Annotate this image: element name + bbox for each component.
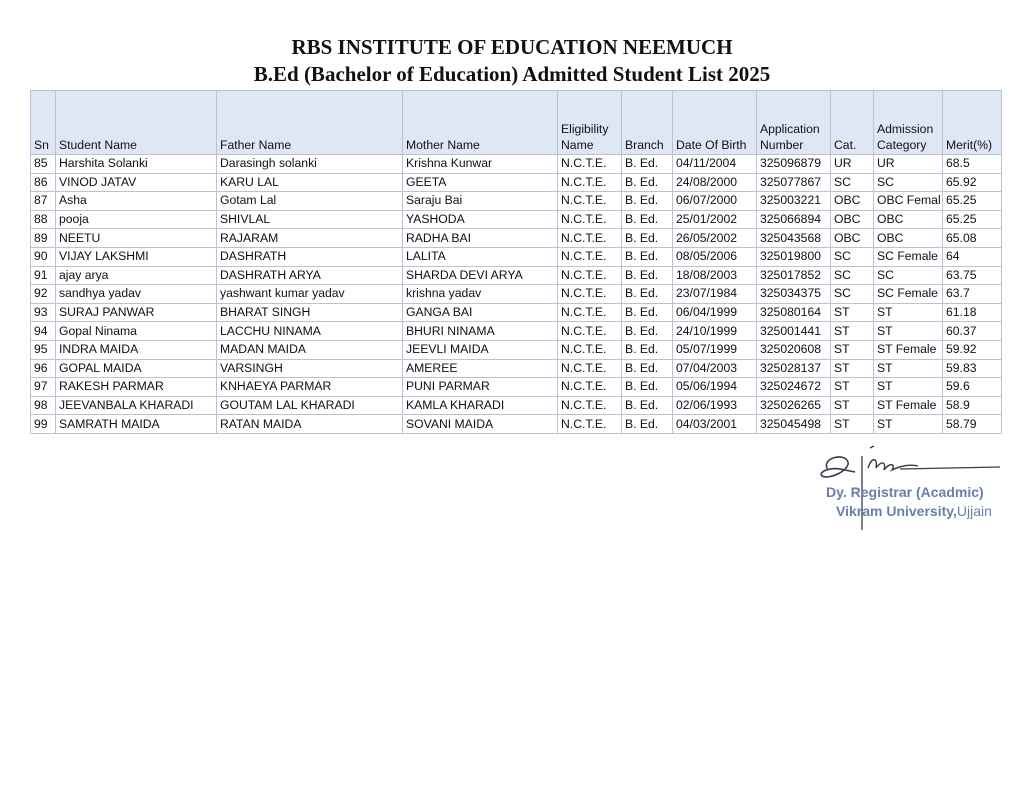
table-cell: 96 [31,359,56,378]
table-cell: B. Ed. [622,378,673,397]
university-city: Ujjain [956,503,992,519]
table-cell: B. Ed. [622,229,673,248]
table-cell: 65.25 [943,192,1002,211]
table-cell: 325024672 [757,378,831,397]
table-cell: VIJAY LAKSHMI [56,247,217,266]
table-cell: UR [874,155,943,174]
table-cell: GEETA [403,173,558,192]
table-cell: 04/11/2004 [673,155,757,174]
table-cell: LACCHU NINAMA [217,322,403,341]
table-cell: sandhya yadav [56,285,217,304]
column-header: Cat. [831,91,874,155]
table-cell: RATAN MAIDA [217,415,403,434]
table-cell: ST [874,303,943,322]
table-row [31,359,1002,378]
column-header: Date Of Birth [673,91,757,155]
table-cell: 06/04/1999 [673,303,757,322]
table-cell: DASHRATH ARYA [217,266,403,285]
table-cell: 18/08/2003 [673,266,757,285]
table-cell: ST [874,359,943,378]
table-cell: N.C.T.E. [558,229,622,248]
table-cell: 90 [31,247,56,266]
table-cell: ST [831,340,874,359]
table-cell: SOVANI MAIDA [403,415,558,434]
table-row [31,229,1002,248]
table-cell: N.C.T.E. [558,378,622,397]
table-cell: N.C.T.E. [558,415,622,434]
table-cell: ST [831,359,874,378]
table-cell: 06/07/2000 [673,192,757,211]
table-cell: N.C.T.E. [558,192,622,211]
table-cell: MADAN MAIDA [217,340,403,359]
table-cell: 23/07/1984 [673,285,757,304]
table-cell: INDRA MAIDA [56,340,217,359]
column-header: Sn [31,91,56,155]
table-cell: 24/10/1999 [673,322,757,341]
table-cell: 63.7 [943,285,1002,304]
table-cell: N.C.T.E. [558,210,622,229]
table-cell: SHIVLAL [217,210,403,229]
table-cell: UR [831,155,874,174]
table-cell: NEETU [56,229,217,248]
table-cell: OBC [874,229,943,248]
list-subtitle: B.Ed (Bachelor of Education) Admitted Student List 2025 [253,62,771,86]
column-header: Admission Category [874,91,943,155]
column-header: Application Number [757,91,831,155]
table-cell: 93 [31,303,56,322]
table-row [31,247,1002,266]
table-cell: OBC Femal [874,192,943,211]
table-cell: B. Ed. [622,155,673,174]
table-cell: ST [874,322,943,341]
table-cell: N.C.T.E. [558,303,622,322]
table-cell: ST [874,378,943,397]
table-cell: 63.75 [943,266,1002,285]
table-cell: N.C.T.E. [558,155,622,174]
table-cell: AMEREE [403,359,558,378]
table-cell: SC Female [874,285,943,304]
table-row [31,415,1002,434]
table-cell: 25/01/2002 [673,210,757,229]
table-cell: 58.9 [943,396,1002,415]
table-cell: N.C.T.E. [558,247,622,266]
table-cell: 325020608 [757,340,831,359]
table-cell: 325066894 [757,210,831,229]
table-cell: pooja [56,210,217,229]
table-cell: 59.6 [943,378,1002,397]
table-cell: 92 [31,285,56,304]
table-cell: 325017852 [757,266,831,285]
column-header: Student Name [56,91,217,155]
table-cell: VARSINGH [217,359,403,378]
table-cell: 65.92 [943,173,1002,192]
column-header: Eligibility Name [558,91,622,155]
table-cell: B. Ed. [622,247,673,266]
table-cell: ST [874,415,943,434]
table-cell: JEEVLI MAIDA [403,340,558,359]
table-cell: 85 [31,155,56,174]
table-cell: RAKESH PARMAR [56,378,217,397]
table-cell: 325096879 [757,155,831,174]
table-cell: 61.18 [943,303,1002,322]
table-cell: GOUTAM LAL KHARADI [217,396,403,415]
table-row [31,285,1002,304]
table-cell: 05/06/1994 [673,378,757,397]
table-cell: 89 [31,229,56,248]
university-name [836,503,992,519]
table-cell: B. Ed. [622,322,673,341]
table-cell: JEEVANBALA KHARADI [56,396,217,415]
table-cell: 26/05/2002 [673,229,757,248]
table-cell: 07/04/2003 [673,359,757,378]
table-row [31,155,1002,174]
table-row [31,340,1002,359]
table-cell: ST Female [874,396,943,415]
table-row [31,192,1002,211]
table-cell: 05/07/1999 [673,340,757,359]
table-cell: 325026265 [757,396,831,415]
table-cell: N.C.T.E. [558,359,622,378]
table-cell: 98 [31,396,56,415]
table-cell: SHARDA DEVI ARYA [403,266,558,285]
table-cell: B. Ed. [622,266,673,285]
table-cell: N.C.T.E. [558,266,622,285]
table-cell: 65.08 [943,229,1002,248]
table-cell: B. Ed. [622,303,673,322]
table-cell: N.C.T.E. [558,322,622,341]
registrar-designation: Dy. Registrar (Acadmic) [826,484,984,500]
table-cell: 08/05/2006 [673,247,757,266]
table-cell: OBC [831,210,874,229]
university-name-bold: Vikram University, [836,503,957,519]
table-cell: SC [874,266,943,285]
table-cell: 91 [31,266,56,285]
table-cell: 95 [31,340,56,359]
table-cell: KNHAEYA PARMAR [217,378,403,397]
table-cell: 325045498 [757,415,831,434]
table-cell: OBC [831,229,874,248]
table-cell: 325003221 [757,192,831,211]
table-header-row [31,91,1002,155]
table-cell: ST [831,378,874,397]
column-header: Merit(%) [943,91,1002,155]
table-cell: B. Ed. [622,210,673,229]
table-cell: B. Ed. [622,285,673,304]
table-cell: 58.79 [943,415,1002,434]
table-cell: B. Ed. [622,396,673,415]
table-cell: OBC [874,210,943,229]
table-cell: 24/08/2000 [673,173,757,192]
table-cell: YASHODA [403,210,558,229]
table-cell: 94 [31,322,56,341]
table-cell: GOPAL MAIDA [56,359,217,378]
table-cell: ST [831,415,874,434]
table-cell: GANGA BAI [403,303,558,322]
table-row [31,378,1002,397]
column-header: Mother Name [403,91,558,155]
table-cell: N.C.T.E. [558,396,622,415]
table-cell: 59.83 [943,359,1002,378]
table-cell: Darasingh solanki [217,155,403,174]
table-cell: B. Ed. [622,192,673,211]
table-row [31,210,1002,229]
table-cell: BHARAT SINGH [217,303,403,322]
table-cell: OBC [831,192,874,211]
table-cell: 325001441 [757,322,831,341]
table-cell: 02/06/1993 [673,396,757,415]
column-header: Father Name [217,91,403,155]
table-cell: SURAJ PANWAR [56,303,217,322]
table-cell: 68.5 [943,155,1002,174]
table-cell: ST [831,303,874,322]
table-cell: 325019800 [757,247,831,266]
table-cell: ajay arya [56,266,217,285]
table-cell: ST Female [874,340,943,359]
table-row [31,396,1002,415]
table-cell: DASHRATH [217,247,403,266]
table-cell: 86 [31,173,56,192]
table-cell: 64 [943,247,1002,266]
table-cell: 99 [31,415,56,434]
table-cell: 325028137 [757,359,831,378]
table-cell: 04/03/2001 [673,415,757,434]
table-cell: N.C.T.E. [558,285,622,304]
table-cell: SC [831,285,874,304]
table-cell: 87 [31,192,56,211]
table-cell: Gopal Ninama [56,322,217,341]
table-cell: SC [874,173,943,192]
table-cell: SAMRATH MAIDA [56,415,217,434]
table-cell: 65.25 [943,210,1002,229]
table-cell: Krishna Kunwar [403,155,558,174]
table-cell: krishna yadav [403,285,558,304]
table-cell: ST [831,322,874,341]
table-cell: RAJARAM [217,229,403,248]
table-cell: yashwant kumar yadav [217,285,403,304]
table-cell: Saraju Bai [403,192,558,211]
table-cell: 97 [31,378,56,397]
table-row [31,322,1002,341]
student-table [30,90,1002,434]
table-cell: VINOD JATAV [56,173,217,192]
table-cell: B. Ed. [622,340,673,359]
table-cell: 325034375 [757,285,831,304]
table-cell: ST [831,396,874,415]
table-cell: PUNI PARMAR [403,378,558,397]
table-cell: SC Female [874,247,943,266]
table-cell: 325077867 [757,173,831,192]
institute-title: RBS INSTITUTE OF EDUCATION NEEMUCH [291,35,733,59]
table-cell: Gotam Lal [217,192,403,211]
table-cell: BHURI NINAMA [403,322,558,341]
table-cell: N.C.T.E. [558,173,622,192]
table-row [31,266,1002,285]
table-cell: 325043568 [757,229,831,248]
table-cell: 325080164 [757,303,831,322]
table-cell: 60.37 [943,322,1002,341]
table-cell: N.C.T.E. [558,340,622,359]
table-cell: Asha [56,192,217,211]
table-cell: LALITA [403,247,558,266]
table-cell: Harshita Solanki [56,155,217,174]
table-cell: KAMLA KHARADI [403,396,558,415]
table-row [31,303,1002,322]
table-cell: SC [831,266,874,285]
table-cell: B. Ed. [622,415,673,434]
table-cell: RADHA BAI [403,229,558,248]
table-cell: SC [831,173,874,192]
table-cell: 59.92 [943,340,1002,359]
table-cell: KARU LAL [217,173,403,192]
table-cell: 88 [31,210,56,229]
table-cell: SC [831,247,874,266]
table-cell: B. Ed. [622,173,673,192]
column-header: Branch [622,91,673,155]
table-cell: B. Ed. [622,359,673,378]
table-row [31,173,1002,192]
